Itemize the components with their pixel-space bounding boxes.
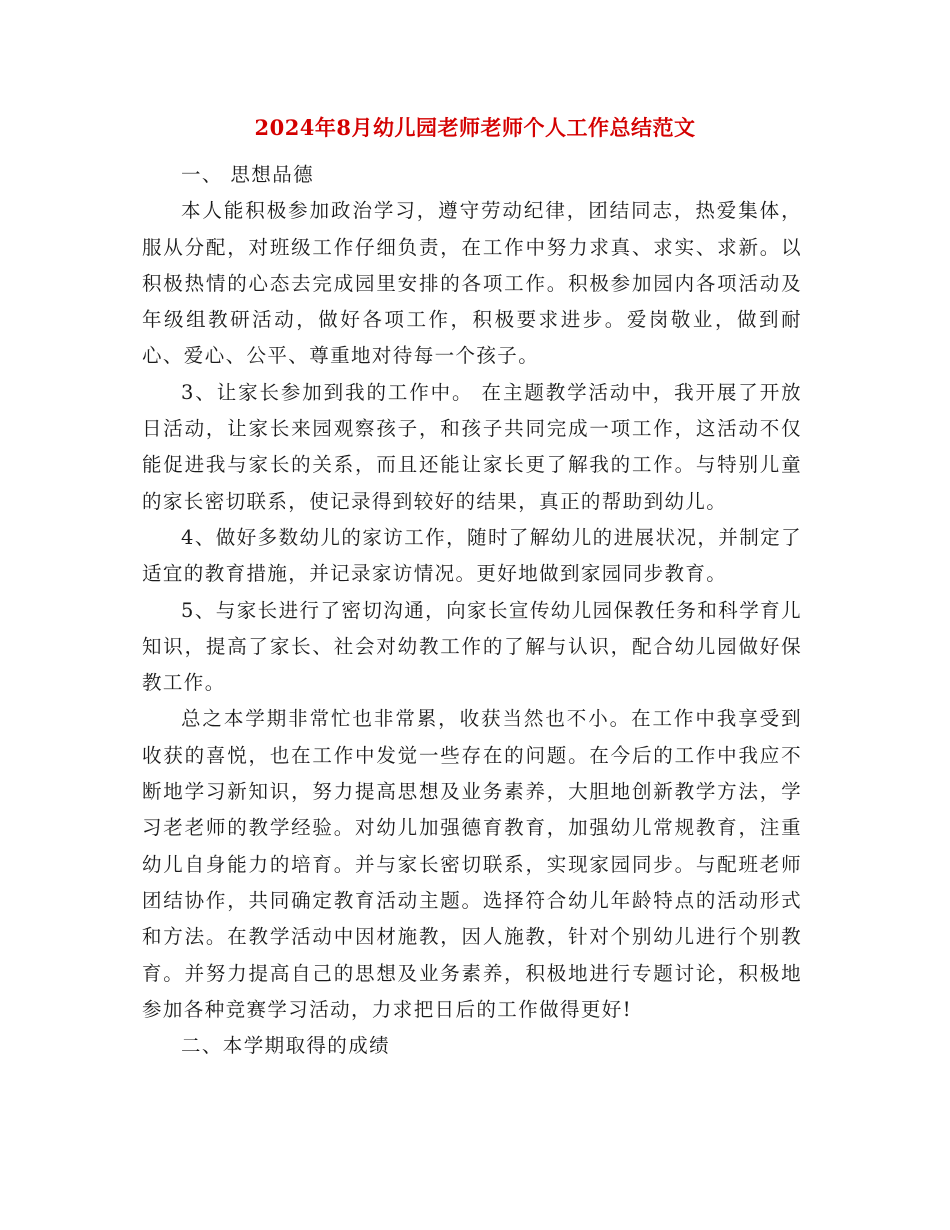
- paragraph-item-3: 3、让家长参加到我的工作中。 在主题教学活动中，我开展了开放日活动，让家长来园观察孩子，和孩子共同完成一项工作，这活动不仅能促进我与家长的关系，而且还能让家长更了解我的工作。与特别儿童的家长密切联系，使记录得到较好的结果，真正的帮助到幼儿。: [142, 380, 802, 513]
- paragraph-summary: 总之本学期非常忙也非常累，收获当然也不小。在工作中我享受到收获的喜悦，也在工作中发觉一些存在的问题。在今后的工作中我应不断地学习新知识，努力提高思想及业务素养，大胆地创新教学方法，学习老老师的教学经验。对幼儿加强德育教育，加强幼儿常规教育，注重幼儿自身能力的培育。并与家长密切联系，实现家园同步。与配班老师团结协作，共同确定教育活动主题。选择符合幼儿年龄特点的活动形式和方法。在教学活动中因材施教，因人施教，针对个别幼儿进行个别教育。并努力提高自己的思想及业务素养，积极地进行专题讨论，积极地参加各种竞赛学习活动，力求把日后的工作做得更好!: [142, 707, 802, 1021]
- section-heading-achievements: 二、本学期取得的成绩: [181, 1034, 391, 1058]
- document-title: 2024年8月幼儿园老师老师个人工作总结范文: [254, 115, 696, 140]
- paragraph-ideology: 本人能积极参加政治学习，遵守劳动纪律，团结同志，热爱集体，服从分配，对班级工作仔细负责，在工作中努力求真、求实、求新。以积极热情的心态去完成园里安排的各项工作。积极参加园内各项活动及年级组教研活动，做好各项工作，积极要求进步。爱岗敬业，做到耐心、爱心、公平、尊重地对待每一个孩子。: [142, 199, 802, 368]
- paragraph-item-4: 4、做好多数幼儿的家访工作，随时了解幼儿的进展状况，并制定了适宜的教育措施，并记录家访情况。更好地做到家园同步教育。: [142, 525, 802, 586]
- section-heading-ideology: 一、 思想品德: [181, 163, 314, 186]
- document-body: [142, 157, 802, 1064]
- paragraph-item-5: 5、与家长进行了密切沟通，向家长宣传幼儿园保教任务和科学育儿知识，提高了家长、社会对幼教工作的了解与认识，配合幼儿园做好保教工作。: [142, 598, 802, 695]
